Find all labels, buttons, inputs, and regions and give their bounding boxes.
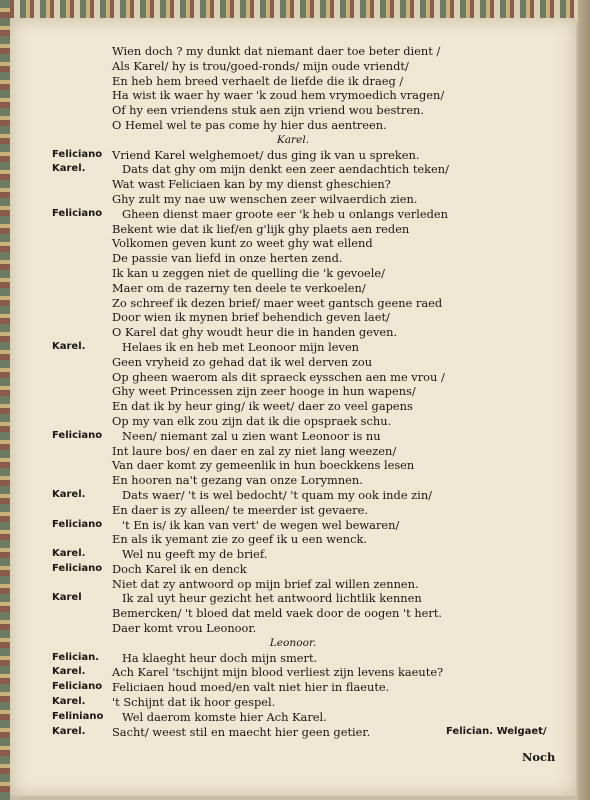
dialogue-line	[10, 266, 576, 281]
speaker-name: Karel.	[52, 340, 86, 352]
speaker-name: Karel.	[52, 488, 86, 500]
line-text: Dats waer/ 't is wel bedocht/ 't quam my ook inde zin/	[122, 487, 432, 502]
line-text: Daer komt vrou Leonoor.	[112, 621, 257, 636]
speaker-name: Feliciano	[52, 429, 103, 441]
book-edge-right	[578, 0, 590, 800]
line-text: En daer is zy alleen/ te meerder ist gevaere.	[112, 502, 368, 517]
dialogue-line	[10, 621, 576, 636]
dialogue-line	[10, 222, 576, 237]
dialogue-line	[10, 547, 576, 562]
dialogue-line	[10, 74, 576, 89]
dialogue-line	[10, 651, 576, 666]
line-text: Wel daerom komste hier Ach Karel.	[122, 709, 327, 724]
dialogue-line	[10, 680, 576, 695]
dialogue-line	[10, 281, 576, 296]
dialogue-line	[10, 444, 576, 459]
line-text: Als Karel/ hy is trou/goed-ronds/ mijn oude vriendt/	[112, 58, 409, 73]
dialogue-line	[10, 340, 576, 355]
line-text: Int laure bos/ en daer en zal zy niet lang weezen/	[112, 443, 397, 458]
speaker-heading: Leonoor.	[269, 636, 317, 649]
line-text: En als ik yemant zie zo geef ik u een wenck.	[112, 532, 368, 547]
dialogue-line	[10, 148, 576, 163]
line-text: Van daer komt zy gemeenlik in hun boeckkens lesen	[112, 458, 415, 473]
dialogue-line	[10, 473, 576, 488]
dialogue-line	[10, 384, 576, 399]
dialogue-line	[10, 518, 576, 533]
dialogue-line	[10, 325, 576, 340]
line-text: 't Schijnt dat ik hoor gespel.	[112, 695, 276, 710]
dialogue-line	[10, 591, 576, 606]
dialogue-line	[10, 458, 576, 473]
line-text: Wien doch ? my dunkt dat niemant daer toe beter dient /	[112, 44, 441, 58]
line-text: Of hy een vriendens stuk aen zijn vriend wou bestren.	[112, 103, 425, 118]
speaker-name: Feliniano	[52, 710, 104, 722]
speaker-name: Feliciano	[52, 207, 103, 219]
speaker-name: Feliciano	[52, 562, 103, 574]
dialogue-line	[10, 695, 576, 710]
dialogue-line	[10, 103, 576, 118]
line-text: Ha wist ik waer hy waer 'k zoud hem vrymoedich vragen/	[112, 88, 445, 103]
speaker-name: Felician.	[52, 651, 100, 663]
dialogue-line	[10, 562, 576, 577]
line-text: 't En is/ ik kan van vert' de wegen wel bewaren/	[122, 517, 400, 532]
speaker-name: Karel.	[52, 163, 86, 175]
line-text: Zo schreef ik dezen brief/ maer weet gantsch geene raed	[112, 295, 443, 310]
line-text: Op my van elk zou zijn dat ik die opspraek schu.	[112, 413, 392, 428]
line-text: O Karel dat ghy woudt heur die in handen geven.	[112, 325, 398, 340]
dialogue-line	[10, 236, 576, 251]
speaker-name: Karel.	[52, 548, 86, 560]
line-text: Feliciaen houd moed/en valt niet hier in flaeute.	[112, 680, 390, 695]
line-text: Ach Karel 'tschijnt mijn blood verliest zijn levens kaeute?	[112, 665, 444, 680]
line-text: Wel nu geeft my de brief.	[122, 547, 268, 562]
line-text: Ik zal uyt heur gezicht het antwoord lichtlik kennen	[122, 591, 422, 606]
speaker-name: Karel	[52, 592, 82, 604]
dialogue-line	[10, 532, 576, 547]
speaker-name: Karel.	[52, 725, 86, 737]
line-text: Door wien ik mynen brief behendich geven laet/	[112, 310, 390, 325]
speaker-name: Feliciano	[52, 681, 103, 693]
line-text: Doch Karel ik en denck	[112, 561, 247, 576]
line-text: Ghy weet Princessen zijn zeer hooge in hun wapens/	[112, 384, 416, 399]
line-text: Sacht/ weest stil en maecht hier geen getier.	[112, 724, 371, 739]
speaker-name: Feliciano	[52, 148, 103, 160]
dialogue-line	[10, 665, 576, 680]
dialogue-line	[10, 59, 576, 74]
dialogue-text	[10, 44, 576, 739]
line-text: Gheen dienst maer groote eer 'k heb u onlangs verleden	[122, 206, 448, 221]
line-text: Niet dat zy antwoord op mijn brief zal willen zennen.	[112, 576, 419, 591]
book-page	[10, 18, 576, 796]
dialogue-line	[10, 177, 576, 192]
dialogue-line	[10, 725, 576, 740]
line-text: Maer om de razerny ten deele te verkoelen/	[112, 280, 366, 295]
dialogue-line	[10, 503, 576, 518]
speaker-name: Karel.	[52, 696, 86, 708]
line-text: O Hemel wel te pas come hy hier dus aentreen.	[112, 117, 387, 132]
trailing-speaker-text: Felician. Welgaet/	[446, 725, 547, 737]
line-text: Volkomen geven kunt zo weet ghy wat ellend	[112, 236, 373, 251]
dialogue-line	[10, 88, 576, 103]
dialogue-line	[10, 429, 576, 444]
line-text: Neen/ niemant zal u zien want Leonoor is nu	[122, 428, 381, 443]
dialogue-line	[10, 133, 576, 148]
dialogue-line	[10, 118, 576, 133]
book-binding-left	[0, 0, 10, 800]
dialogue-line	[10, 162, 576, 177]
line-text: En heb hem breed verhaelt de liefde die ik draeg /	[112, 73, 404, 88]
dialogue-line	[10, 251, 576, 266]
line-text: De passie van liefd in onze herten zend.	[112, 251, 343, 266]
dialogue-line	[10, 44, 576, 59]
dialogue-line	[10, 192, 576, 207]
dialogue-line	[10, 414, 576, 429]
line-text: Dats dat ghy om mijn denkt een zeer aendachtich teken/	[122, 162, 449, 177]
dialogue-line	[10, 577, 576, 592]
line-text: Vriend Karel welghemoet/ dus ging ik van u spreken.	[112, 147, 420, 162]
speaker-name: Feliciano	[52, 518, 103, 530]
line-text: Op gheen waerom als dit spraeck eysschen aen me vrou /	[112, 369, 445, 384]
dialogue-line	[10, 636, 576, 651]
line-text: Bemercken/ 't bloed dat meld vaek door de oogen 't hert.	[112, 606, 443, 621]
dialogue-line	[10, 710, 576, 725]
dialogue-line	[10, 370, 576, 385]
line-text: Geen vryheid zo gehad dat ik wel derven zou	[112, 354, 373, 369]
line-text: Ik kan u zeggen niet de quelling die 'k gevoele/	[112, 265, 386, 280]
dialogue-line	[10, 355, 576, 370]
dialogue-line	[10, 296, 576, 311]
dialogue-line	[10, 606, 576, 621]
dialogue-line	[10, 207, 576, 222]
line-text: Ghy zult my nae uw wenschen zeer wilvaerdich zien.	[112, 191, 418, 206]
line-text: Wat wast Feliciaen kan by my dienst gheschien?	[112, 177, 391, 192]
line-text: En hooren na't gezang van onze Lorymnen.	[112, 473, 363, 488]
dialogue-line	[10, 310, 576, 325]
speaker-heading: Karel.	[276, 133, 310, 146]
line-text: En dat ik by heur ging/ ik weet/ daer zo veel gapens	[112, 399, 413, 414]
line-text: Bekent wie dat ik lief/en g'lijk ghy plaets aen reden	[112, 221, 410, 236]
line-text: Helaes ik en heb met Leonoor mijn leven	[122, 339, 360, 354]
dialogue-line	[10, 399, 576, 414]
dialogue-line	[10, 488, 576, 503]
line-text: Ha klaeght heur doch mijn smert.	[122, 650, 318, 665]
speaker-name: Karel.	[52, 666, 86, 678]
catchword: Noch	[522, 750, 556, 764]
